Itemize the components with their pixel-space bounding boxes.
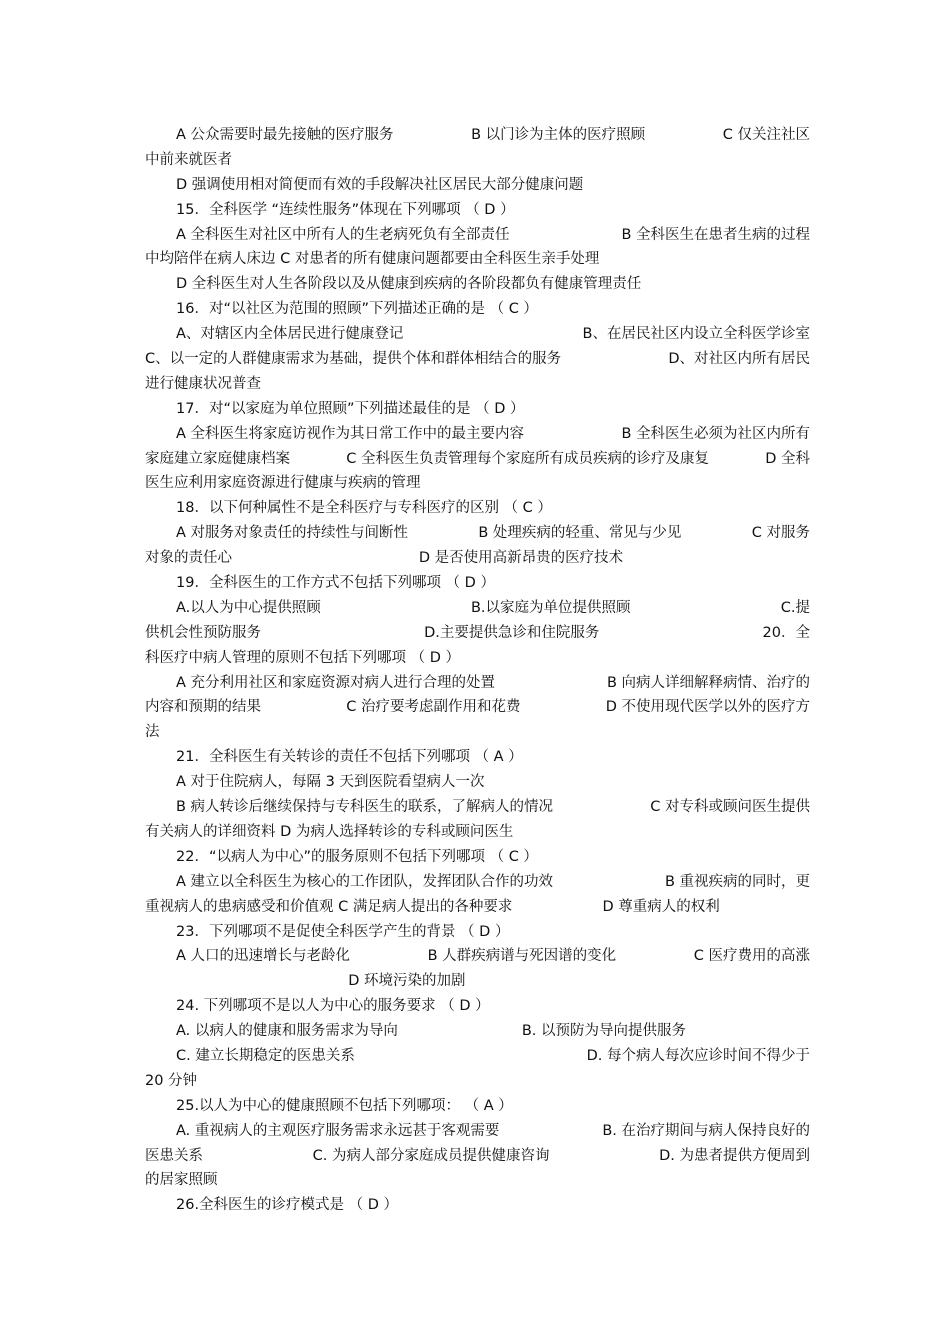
text-line [145,397,810,422]
text-line [145,571,810,596]
text-line [145,895,810,920]
text-segment: A 全科医生将家庭访视作为其日常工作中的最主要内容 [176,425,525,442]
text-line [145,745,810,770]
text-line [145,820,810,845]
text-line [145,720,810,745]
text-segment: C 仅关注社区 [722,127,810,143]
text-segment: 25.以人为中心的健康照顾不包括下列哪项： （ A ） [176,1097,513,1114]
text-line [145,1094,810,1119]
document-page [145,123,810,1218]
text-segment: 22．“以病人为中心”的服务原则不包括下列哪项 （ C ） [176,848,538,865]
text-segment: B 病人转诊后继续保持与专科医生的联系，了解病人的情况 [176,799,554,816]
text-line [145,521,810,546]
text-segment: A 对于住院病人，每隔 3 天到医院看望病人一次 [176,774,485,791]
text-segment: D. 每个病人每次应诊时间不得少于 [586,1047,810,1064]
text-line [145,845,810,870]
text-segment: C 对服务 [751,525,810,542]
text-segment: 17．对“以家庭为单位照顾”下列描述最佳的是 （ D ） [176,400,525,417]
text-segment: 供机会性预防服务 [145,624,261,641]
text-segment: D 强调使用相对简便而有效的手段解决社区居民大部分健康问题 [176,176,584,193]
text-segment: D 环境污染的加剧 [348,973,466,990]
text-segment: 20．全 [762,624,810,641]
text-line [145,173,810,198]
text-segment: A 对服务对象责任的持续性与间断性 [176,525,409,542]
text-line [145,1044,810,1069]
text-line [145,471,810,496]
text-line [145,596,810,621]
text-segment: C、以一定的人群健康需求为基础，提供个体和群体相结合的服务 [145,351,562,368]
text-line [145,347,810,372]
text-segment: 科医疗中病人管理的原则不包括下列哪项 （ D ） [145,649,460,666]
text-segment: D 不使用现代医学以外的医疗方 [605,699,810,716]
text-line [145,671,810,696]
text-segment: 医患关系 [145,1147,203,1164]
text-segment: B 重视疾病的同时，更 [664,873,810,890]
text-segment: D.主要提供急诊和住院服务 [424,624,600,641]
text-line [145,198,810,223]
text-segment: 的居家照顾 [145,1172,218,1189]
text-segment: 16．对“以社区为范围的照顾”下列描述正确的是 （ C ） [176,301,538,318]
text-line [145,795,810,820]
text-segment: D 是否使用高新昂贵的医疗技术 [418,550,624,567]
text-segment: C 医疗费用的高涨 [693,948,810,965]
text-segment: 26.全科医生的诊疗模式是 （ D ） [176,1197,399,1214]
text-line [145,870,810,895]
text-segment: 医生应利用家庭资源进行健康与疾病的管理 [145,475,421,492]
text-segment: C 治疗要考虑副作用和花费 [346,699,521,716]
text-line [145,1069,810,1094]
text-segment: A 公众需要时最先接触的医疗服务 [176,127,394,143]
text-line [145,148,810,173]
text-line [145,496,810,521]
text-line [145,920,810,945]
text-segment: 进行健康状况普查 [145,375,261,392]
text-segment: 法 [145,724,160,741]
text-line [145,223,810,248]
text-line [145,646,810,671]
text-line [145,247,810,272]
text-segment: A 建立以全科医生为核心的工作团队，发挥团队合作的功效 [176,873,554,890]
text-line [145,621,810,646]
text-line [145,1144,810,1169]
text-line [145,546,810,571]
text-line [145,695,810,720]
text-line [145,123,810,148]
text-segment: D. 为患者提供方便周到 [659,1147,810,1164]
text-segment: A.以人为中心提供照顾 [176,599,321,616]
text-line [145,944,810,969]
text-segment: 18．以下何种属性不是全科医疗与专科医疗的区别 （ C ） [176,500,552,517]
text-line [145,770,810,795]
text-segment: 15．全科医学 “连续性服务”体现在下列哪项 （ D ） [176,201,515,218]
text-segment: C 全科医生负责管理每个家庭所有成员疾病的诊疗及康复 [346,450,709,467]
text-segment: 19．全科医生的工作方式不包括下列哪项 （ D ） [176,575,495,592]
text-segment: B 全科医生在患者生病的过程 [621,226,810,243]
text-segment: C 对专科或顾问医生提供 [650,799,810,816]
text-line [145,272,810,297]
text-line [145,1193,810,1218]
text-line [145,297,810,322]
text-segment: D 全科医生对人生各阶段以及从健康到疾病的各阶段都负有健康管理责任 [176,276,642,293]
text-segment: B. 在治疗期间与病人保持良好的 [602,1122,810,1139]
text-segment: A、对辖区内全体居民进行健康登记 [176,326,404,343]
text-segment: C.提 [780,599,810,616]
text-line [145,969,810,994]
text-segment: 重视病人的患病感受和价值观 C 满足病人提出的各种要求 [145,898,513,915]
text-segment: A 全科医生对社区中所有人的生老病死负有全部责任 [176,226,510,243]
text-segment: 中均陪伴在病人床边 C 对患者的所有健康问题都要由全科医生亲手处理 [145,251,600,268]
text-segment: B.以家庭为单位提供照顾 [470,599,631,616]
text-line [145,447,810,472]
text-segment: C. 建立长期稳定的医患关系 [176,1047,355,1064]
text-segment: B 向病人详细解释病情、治疗的 [606,674,810,691]
text-segment: B 处理疾病的轻重、常见与少见 [478,525,682,542]
text-segment: 中前来就医者 [145,151,232,168]
text-segment: 对象的责任心 [145,550,232,567]
text-segment: 有关病人的详细资料 D 为病人选择转诊的专科或顾问医生 [145,823,514,840]
text-segment: A 充分利用社区和家庭资源对病人进行合理的处置 [176,674,496,691]
text-segment: 家庭建立家庭健康档案 [145,450,290,467]
text-segment: B 人群疾病谱与死因谱的变化 [427,948,617,965]
text-segment: B. 以预防为导向提供服务 [521,1023,687,1040]
text-segment: B、在居民社区内设立全科医学诊室 [582,326,810,343]
text-line [145,322,810,347]
text-segment: D 全科 [765,450,810,467]
text-segment: D、对社区内所有居民 [668,351,810,368]
text-segment: B 以门诊为主体的医疗照顾 [471,127,646,143]
text-segment: 24. 下列哪项不是以人为中心的服务要求 （ D ） [176,998,490,1015]
text-line [145,372,810,397]
text-segment: A. 以病人的健康和服务需求为导向 [176,1023,398,1040]
text-line [145,1168,810,1193]
text-line [145,1019,810,1044]
text-line [145,1119,810,1144]
text-segment: 内容和预期的结果 [145,699,261,716]
text-segment: 21．全科医生有关转诊的责任不包括下列哪项 （ A ） [176,749,523,766]
text-segment: 20 分钟 [145,1072,198,1089]
text-line [145,994,810,1019]
text-segment: C. 为病人部分家庭成员提供健康咨询 [312,1147,550,1164]
text-segment: 23．下列哪项不是促使全科医学产生的背景 （ D ） [176,923,510,940]
text-segment: A. 重视病人的主观医疗服务需求永远甚于客观需要 [176,1122,500,1139]
text-segment: B 全科医生必须为社区内所有 [621,425,810,442]
text-line [145,422,810,447]
text-segment: A 人口的迅速增长与老龄化 [176,948,351,965]
text-segment: D 尊重病人的权利 [602,898,720,915]
